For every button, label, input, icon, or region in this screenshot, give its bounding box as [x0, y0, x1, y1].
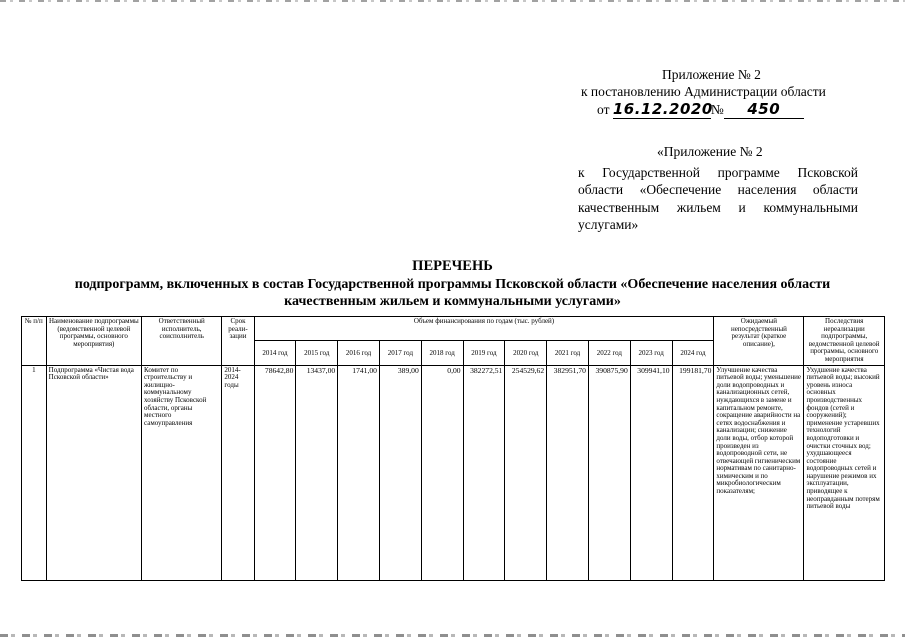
appendix-date-row — [597, 101, 804, 119]
scan-artifact-top — [0, 0, 905, 2]
date-field — [613, 101, 711, 119]
header-year: 2015 год — [296, 340, 338, 365]
header-year: 2023 год — [630, 340, 672, 365]
appendix-title: Приложение № 2 — [662, 67, 761, 82]
header-year: 2024 год — [672, 340, 714, 365]
row-value: 0,00 — [421, 365, 463, 580]
header-year: 2014 год — [254, 340, 296, 365]
original-appendix-block — [578, 143, 858, 234]
header-year: 2021 год — [547, 340, 589, 365]
header-num: № п/п — [22, 317, 47, 366]
header-year: 2020 год — [505, 340, 547, 365]
row-value: 254529,62 — [505, 365, 547, 580]
row-name: Подпрограмма «Чистая вода Псковской области» — [46, 365, 141, 580]
row-result: Улучшение качества питьевой воды; уменьшение доли водопроводных и канализационных сетей, нуждающихся в замене и капитальном ремонте, сокращение аварийности на сетях водоснабжения и канализации; снижение доли воды, отбор которой произведен из водопроводной сети, не отвечающей гигиеническим нормативам по санитарно-химическим и по микробиологическим показателям; — [714, 365, 804, 580]
header-year: 2022 год — [588, 340, 630, 365]
row-value: 382272,51 — [463, 365, 505, 580]
row-term: 2014-2024 годы — [222, 365, 254, 580]
row-value: 389,00 — [379, 365, 421, 580]
header-funding: Объем финансирования по годам (тыс. рублей) — [254, 317, 714, 341]
row-value: 199181,70 — [672, 365, 714, 580]
heading-title: ПЕРЕЧЕНЬ — [412, 258, 493, 274]
row-num: 1 — [22, 365, 47, 580]
header-executor: Ответственный исполнитель, соисполнитель — [142, 317, 222, 366]
header-consequences: Последствия нереализации подпрограммы, ведомственной целевой программы, основного мероприятия — [804, 317, 885, 366]
heading-subtitle: подпрограмм, включенных в состав Государственной программы Псковской области «Обеспечение населения области качественным жильем и коммунальными услугами» — [74, 276, 831, 309]
table-header-row — [22, 317, 885, 341]
header-result: Ожидаемый непосредственный результат (краткое описание), — [714, 317, 804, 366]
document-heading — [30, 258, 875, 311]
number-prefix: № — [710, 102, 724, 117]
scan-artifact-bottom — [0, 634, 905, 637]
row-value: 382951,70 — [547, 365, 589, 580]
header-year: 2017 год — [379, 340, 421, 365]
handwritten-number: 450 — [747, 100, 781, 118]
row-value: 78642,80 — [254, 365, 296, 580]
row-value: 1741,00 — [338, 365, 380, 580]
header-year: 2019 год — [463, 340, 505, 365]
header-year: 2016 год — [338, 340, 380, 365]
appendix-resolution-line: к постановлению Администрации области — [581, 84, 826, 99]
row-value: 309941,10 — [630, 365, 672, 580]
header-name: Наименование подпрограммы (ведомственной целевой программы, основного мероприятия) — [46, 317, 141, 366]
original-appendix-title: «Приложение № 2 — [657, 144, 763, 159]
subprogram-table — [21, 316, 885, 581]
original-appendix-body: к Государственной программе Псковской области «Обеспечение населения области качественным жильем и коммунальными услугами» — [578, 164, 858, 232]
header-year: 2018 год — [421, 340, 463, 365]
row-value: 390875,90 — [588, 365, 630, 580]
row-value: 13437,00 — [296, 365, 338, 580]
row-executor: Комитет по строительству и жилищно-коммунальному хозяйству Псковской области, органы местного самоуправления — [142, 365, 222, 580]
number-field — [724, 101, 804, 119]
date-prefix: от — [597, 102, 610, 117]
header-term: Срок реали-зации — [222, 317, 254, 366]
handwritten-date: 16.12.2020 — [612, 100, 713, 118]
table-row — [22, 365, 885, 580]
row-consequences: Ухудшение качества питьевой воды; высокий уровень износа основных производственных фондов (сетей и сооружений); применение устаревших технологий водоподготовки и очистки сточных вод; ухудшающееся состояние водопроводных сетей и нарушение режимов их эксплуатации, приводящее к неоправданным потерям питьевой воды — [804, 365, 885, 580]
